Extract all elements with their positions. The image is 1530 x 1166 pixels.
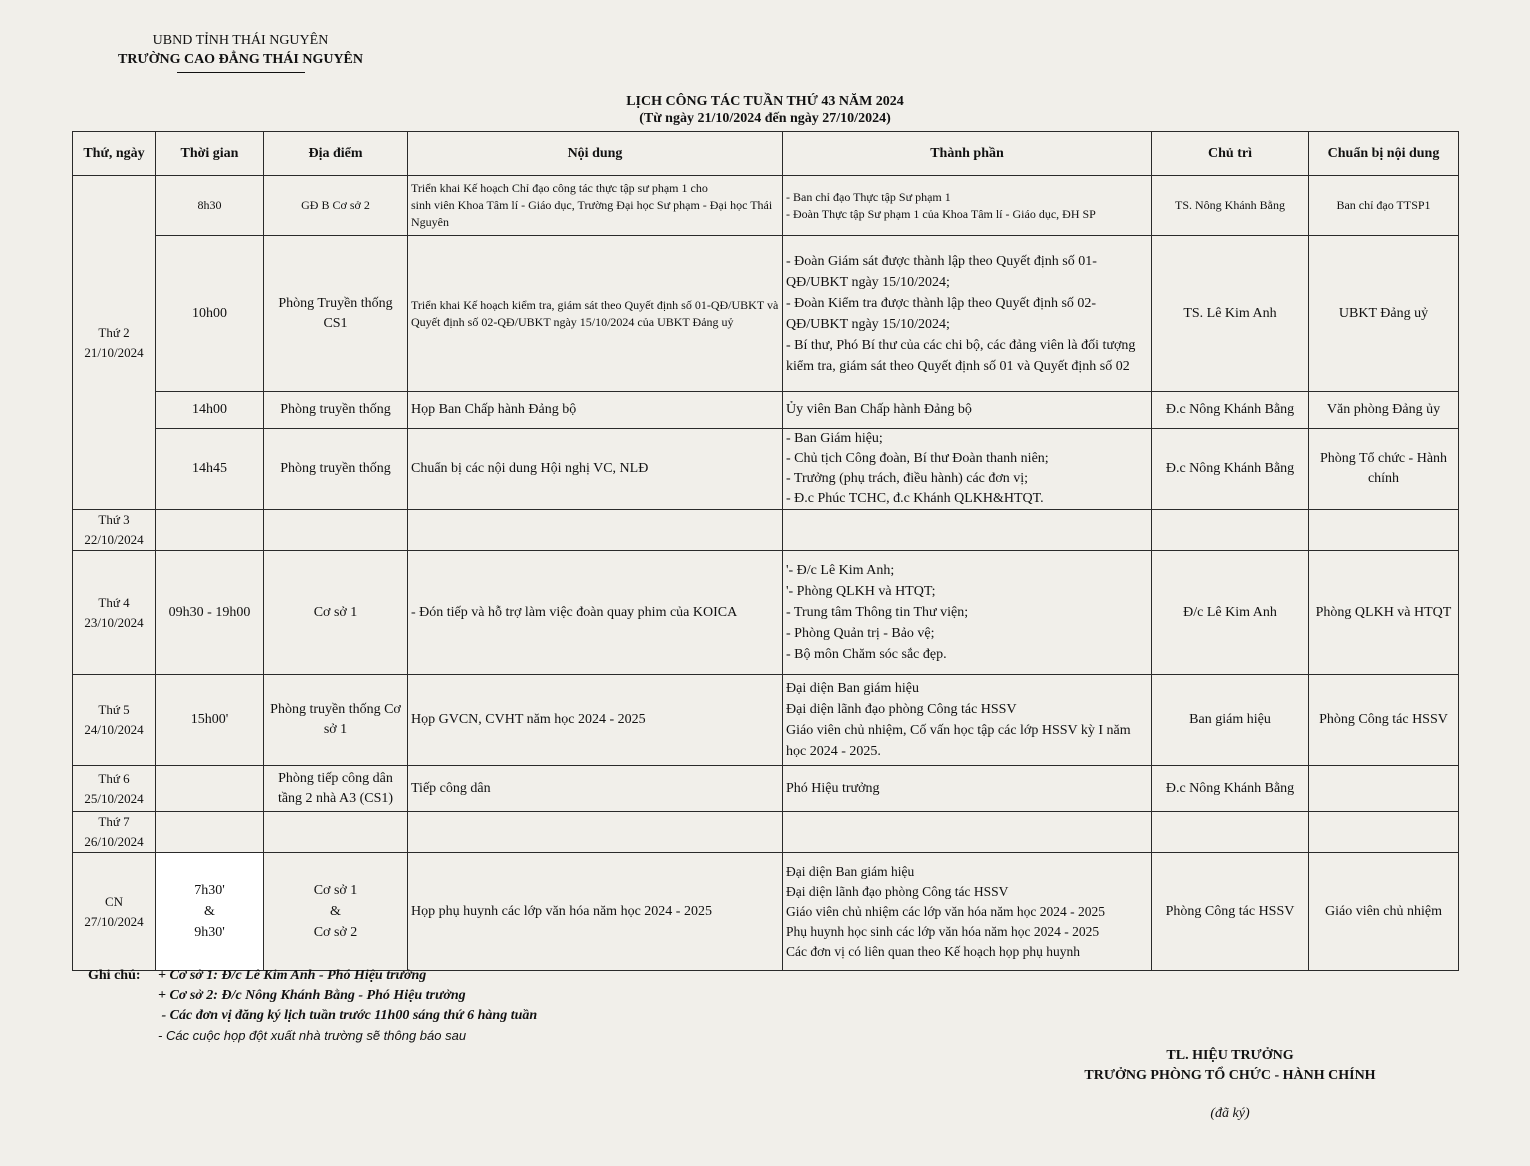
chair-cell: Ban giám hiệu xyxy=(1152,675,1309,766)
chair-cell: Đ/c Lê Kim Anh xyxy=(1152,551,1309,675)
prep-cell: UBKT Đảng uỷ xyxy=(1309,236,1459,392)
content-cell: Chuẩn bị các nội dung Hội nghị VC, NLĐ xyxy=(408,429,783,510)
time-cell: 10h00 xyxy=(156,236,264,392)
day-cell: CN 27/10/2024 xyxy=(73,853,156,971)
place-cell: Cơ sở 1 & Cơ sở 2 xyxy=(264,853,408,971)
time-cell: 15h00' xyxy=(156,675,264,766)
chair-cell xyxy=(1152,510,1309,551)
prep-cell: Phòng QLKH và HTQT xyxy=(1309,551,1459,675)
participants-cell: Ủy viên Ban Chấp hành Đảng bộ xyxy=(783,392,1152,429)
content-cell: Họp GVCN, CVHT năm học 2024 - 2025 xyxy=(408,675,783,766)
col-header-participants: Thành phần xyxy=(783,132,1152,176)
table-row xyxy=(73,429,1459,510)
table-row xyxy=(73,812,1459,853)
place-cell: Phòng truyền thống xyxy=(264,392,408,429)
table-row xyxy=(73,510,1459,551)
col-header-day: Thứ, ngày xyxy=(73,132,156,176)
prep-cell: Phòng Công tác HSSV xyxy=(1309,675,1459,766)
time-cell: 7h30' & 9h30' xyxy=(156,853,264,971)
prep-cell xyxy=(1309,766,1459,812)
participants-cell: - Ban chỉ đạo Thực tập Sư phạm 1 - Đoàn Thực tập Sư phạm 1 của Khoa Tâm lí - Giáo dục, ĐH SP xyxy=(783,176,1152,236)
notes-section xyxy=(88,966,537,1046)
participants-cell: - Ban Giám hiệu; - Chủ tịch Công đoàn, Bí thư Đoàn thanh niên; - Trưởng (phụ trách, điều hành) các đơn vị; - Đ.c Phúc TCHC, đ.c Khánh QLKH&HTQT. xyxy=(783,429,1152,510)
schedule-table xyxy=(72,131,1459,971)
time-cell: 09h30 - 19h00 xyxy=(156,551,264,675)
content-cell xyxy=(408,812,783,853)
org-line-1: UBND TỈNH THÁI NGUYÊN xyxy=(152,33,329,48)
day-cell: Thứ 7 26/10/2024 xyxy=(73,812,156,853)
participants-cell: - Đoàn Giám sát được thành lập theo Quyết định số 01-QĐ/UBKT ngày 15/10/2024; - Đoàn Kiểm tra được thành lập theo Quyết định số 02-QĐ/UBKT ngày 15/10/2024; - Bí thư, Phó Bí thư của các chi bộ, các đảng viên là đối tượng kiểm tra, giám sát theo Quyết định số 01 và Quyết định số 02 xyxy=(783,236,1152,392)
table-row xyxy=(73,176,1459,236)
participants-cell: Đại diện Ban giám hiệu Đại diện lãnh đạo phòng Công tác HSSV Giáo viên chủ nhiệm, Cố vấn học tập các lớp HSSV kỳ I năm học 2024 - 2025. xyxy=(783,675,1152,766)
col-header-time: Thời gian xyxy=(156,132,264,176)
time-cell xyxy=(156,766,264,812)
participants-cell xyxy=(783,812,1152,853)
chair-cell: Đ.c Nông Khánh Bằng xyxy=(1152,766,1309,812)
note-line: - Các đơn vị đăng ký lịch tuần trước 11h00 sáng thứ 6 hàng tuần xyxy=(158,1008,538,1023)
chair-cell: TS. Lê Kim Anh xyxy=(1152,236,1309,392)
participants-cell: Phó Hiệu trưởng xyxy=(783,766,1152,812)
note-line: + Cơ sở 1: Đ/c Lê Kim Anh - Phó Hiệu trưởng xyxy=(158,968,427,983)
table-row xyxy=(73,392,1459,429)
col-header-content: Nội dung xyxy=(408,132,783,176)
content-cell xyxy=(408,510,783,551)
signature-block xyxy=(1040,1046,1420,1122)
note-line: - Các cuộc họp đột xuất nhà trường sẽ thông báo sau xyxy=(158,1028,467,1043)
content-cell: Triển khai Kế hoạch Chỉ đạo công tác thực tập sư phạm 1 cho sinh viên Khoa Tâm lí - Giáo dục, Trường Đại học Sư phạm - Đại học Thái Nguyên xyxy=(408,176,783,236)
prep-cell: Giáo viên chủ nhiệm xyxy=(1309,853,1459,971)
table-row xyxy=(73,551,1459,675)
organization-header xyxy=(108,32,373,73)
place-cell: Phòng truyền thống Cơ sở 1 xyxy=(264,675,408,766)
signature-signed: (đã ký) xyxy=(1210,1106,1250,1121)
col-header-place: Địa điểm xyxy=(264,132,408,176)
chair-cell: Đ.c Nông Khánh Bằng xyxy=(1152,429,1309,510)
signature-title: TL. HIỆU TRƯỞNG xyxy=(1166,1048,1294,1063)
time-cell: 8h30 xyxy=(156,176,264,236)
note-line: + Cơ sở 2: Đ/c Nông Khánh Bằng - Phó Hiệu trưởng xyxy=(158,988,466,1003)
place-cell: Phòng tiếp công dân tầng 2 nhà A3 (CS1) xyxy=(264,766,408,812)
prep-cell: Phòng Tổ chức - Hành chính xyxy=(1309,429,1459,510)
table-row xyxy=(73,853,1459,971)
prep-cell xyxy=(1309,812,1459,853)
col-header-prep: Chuẩn bị nội dung xyxy=(1309,132,1459,176)
content-cell: Họp phụ huynh các lớp văn hóa năm học 2024 - 2025 xyxy=(408,853,783,971)
table-row xyxy=(73,766,1459,812)
time-cell: 14h00 xyxy=(156,392,264,429)
place-cell: Phòng Truyền thống CS1 xyxy=(264,236,408,392)
chair-cell xyxy=(1152,812,1309,853)
content-cell: Triển khai Kế hoạch kiểm tra, giám sát theo Quyết định số 01-QĐ/UBKT và Quyết định số 02-QĐ/UBKT ngày 15/10/2024 của UBKT Đảng uỷ xyxy=(408,236,783,392)
content-cell: - Đón tiếp và hỗ trợ làm việc đoàn quay phim của KOICA xyxy=(408,551,783,675)
place-cell xyxy=(264,510,408,551)
place-cell: GĐ B Cơ sở 2 xyxy=(264,176,408,236)
time-cell xyxy=(156,812,264,853)
participants-cell: Đại diện Ban giám hiệu Đại diện lãnh đạo phòng Công tác HSSV Giáo viên chủ nhiệm các lớp văn hóa năm học 2024 - 2025 Phụ huynh học sinh các lớp văn hóa năm học 2024 - 2025 Các đơn vị có liên quan theo Kế hoạch họp phụ huynh xyxy=(783,853,1152,971)
day-cell: Thứ 3 22/10/2024 xyxy=(73,510,156,551)
prep-cell: Ban chỉ đạo TTSP1 xyxy=(1309,176,1459,236)
chair-cell: TS. Nông Khánh Bằng xyxy=(1152,176,1309,236)
participants-cell: '- Đ/c Lê Kim Anh; '- Phòng QLKH và HTQT; - Trung tâm Thông tin Thư viện; - Phòng Quản trị - Bảo vệ; - Bộ môn Chăm sóc sắc đẹp. xyxy=(783,551,1152,675)
col-header-chair: Chủ trì xyxy=(1152,132,1309,176)
place-cell: Phòng truyền thống xyxy=(264,429,408,510)
day-cell: Thứ 4 23/10/2024 xyxy=(73,551,156,675)
day-cell: Thứ 6 25/10/2024 xyxy=(73,766,156,812)
signature-position: TRƯỞNG PHÒNG TỔ CHỨC - HÀNH CHÍNH xyxy=(1084,1068,1376,1083)
page-subtitle: (Từ ngày 21/10/2024 đến ngày 27/10/2024) xyxy=(639,111,891,126)
schedule-title-block xyxy=(0,93,1530,127)
chair-cell: Phòng Công tác HSSV xyxy=(1152,853,1309,971)
prep-cell: Văn phòng Đảng ủy xyxy=(1309,392,1459,429)
participants-cell xyxy=(783,510,1152,551)
table-row xyxy=(73,236,1459,392)
table-row xyxy=(73,675,1459,766)
place-cell xyxy=(264,812,408,853)
org-line-2: TRƯỜNG CAO ĐẲNG THÁI NGUYÊN xyxy=(117,52,363,67)
place-cell: Cơ sở 1 xyxy=(264,551,408,675)
day-cell: Thứ 5 24/10/2024 xyxy=(73,675,156,766)
chair-cell: Đ.c Nông Khánh Bằng xyxy=(1152,392,1309,429)
notes-label: Ghi chú: xyxy=(88,968,141,983)
time-cell xyxy=(156,510,264,551)
content-cell: Tiếp công dân xyxy=(408,766,783,812)
header-underline xyxy=(177,72,305,73)
time-cell: 14h45 xyxy=(156,429,264,510)
prep-cell xyxy=(1309,510,1459,551)
page-title: LỊCH CÔNG TÁC TUẦN THỨ 43 NĂM 2024 xyxy=(626,94,904,109)
day-cell: Thứ 2 21/10/2024 xyxy=(73,176,156,510)
content-cell: Họp Ban Chấp hành Đảng bộ xyxy=(408,392,783,429)
table-header-row xyxy=(73,132,1459,176)
